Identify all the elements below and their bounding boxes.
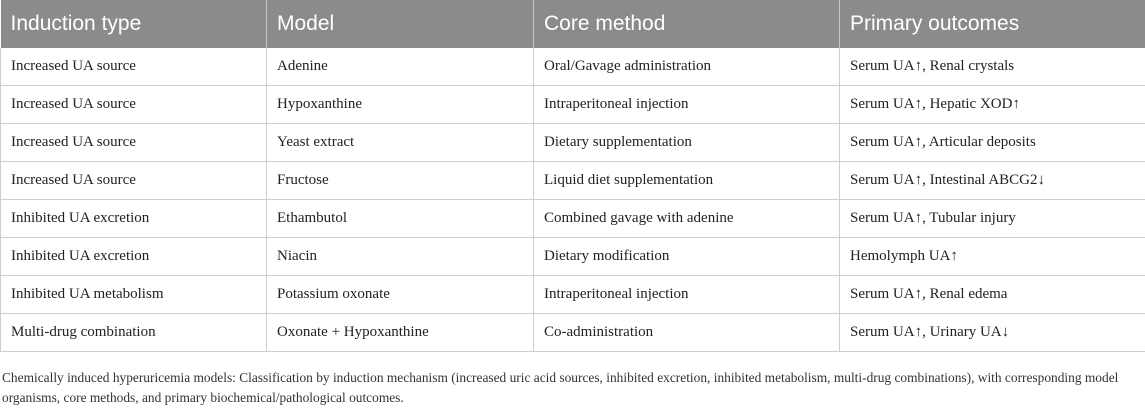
table-row [1, 124, 1145, 162]
cell-induction-type: Inhibited UA metabolism [1, 276, 267, 314]
cell-model: Fructose [267, 162, 534, 200]
cell-model: Oxonate + Hypoxanthine [267, 314, 534, 352]
cell-model: Potassium oxonate [267, 276, 534, 314]
cell-model: Yeast extract [267, 124, 534, 162]
cell-induction-type: Multi-drug combination [1, 314, 267, 352]
cell-primary-outcomes: Serum UA↑, Renal crystals [840, 48, 1145, 86]
table-row [1, 48, 1145, 86]
header-row [1, 0, 1145, 48]
table-caption: Chemically induced hyperuricemia models: Classification by induction mechanism (increased uric acid sources, inhibited excretion, inhibited metabolism, multi-drug combinations), with corresponding model organisms, core methods, and primary biochemical/pathological outcomes. [2, 368, 1137, 408]
cell-model: Adenine [267, 48, 534, 86]
cell-induction-type: Increased UA source [1, 86, 267, 124]
cell-primary-outcomes: Serum UA↑, Intestinal ABCG2↓ [840, 162, 1145, 200]
cell-induction-type: Increased UA source [1, 124, 267, 162]
cell-primary-outcomes: Serum UA↑, Renal edema [840, 276, 1145, 314]
cell-model: Niacin [267, 238, 534, 276]
table-row [1, 314, 1145, 352]
column-header-primary-outcomes: Primary outcomes [840, 0, 1145, 48]
cell-induction-type: Inhibited UA excretion [1, 200, 267, 238]
cell-induction-type: Inhibited UA excretion [1, 238, 267, 276]
column-header-core-method: Core method [534, 0, 840, 48]
cell-core-method: Intraperitoneal injection [534, 276, 840, 314]
cell-core-method: Dietary supplementation [534, 124, 840, 162]
cell-model: Hypoxanthine [267, 86, 534, 124]
table-row [1, 200, 1145, 238]
cell-core-method: Liquid diet supplementation [534, 162, 840, 200]
cell-primary-outcomes: Serum UA↑, Articular deposits [840, 124, 1145, 162]
cell-model: Ethambutol [267, 200, 534, 238]
table-row [1, 86, 1145, 124]
cell-primary-outcomes: Serum UA↑, Tubular injury [840, 200, 1145, 238]
table-row [1, 238, 1145, 276]
cell-primary-outcomes: Serum UA↑, Urinary UA↓ [840, 314, 1145, 352]
cell-core-method: Intraperitoneal injection [534, 86, 840, 124]
column-header-model: Model [267, 0, 534, 48]
cell-primary-outcomes: Serum UA↑, Hepatic XOD↑ [840, 86, 1145, 124]
table-row [1, 276, 1145, 314]
cell-core-method: Combined gavage with adenine [534, 200, 840, 238]
cell-primary-outcomes: Hemolymph UA↑ [840, 238, 1145, 276]
table-row [1, 162, 1145, 200]
cell-induction-type: Increased UA source [1, 162, 267, 200]
cell-core-method: Oral/Gavage administration [534, 48, 840, 86]
cell-core-method: Co-administration [534, 314, 840, 352]
column-header-induction-type: Induction type [1, 0, 267, 48]
cell-core-method: Dietary modification [534, 238, 840, 276]
cell-induction-type: Increased UA source [1, 48, 267, 86]
